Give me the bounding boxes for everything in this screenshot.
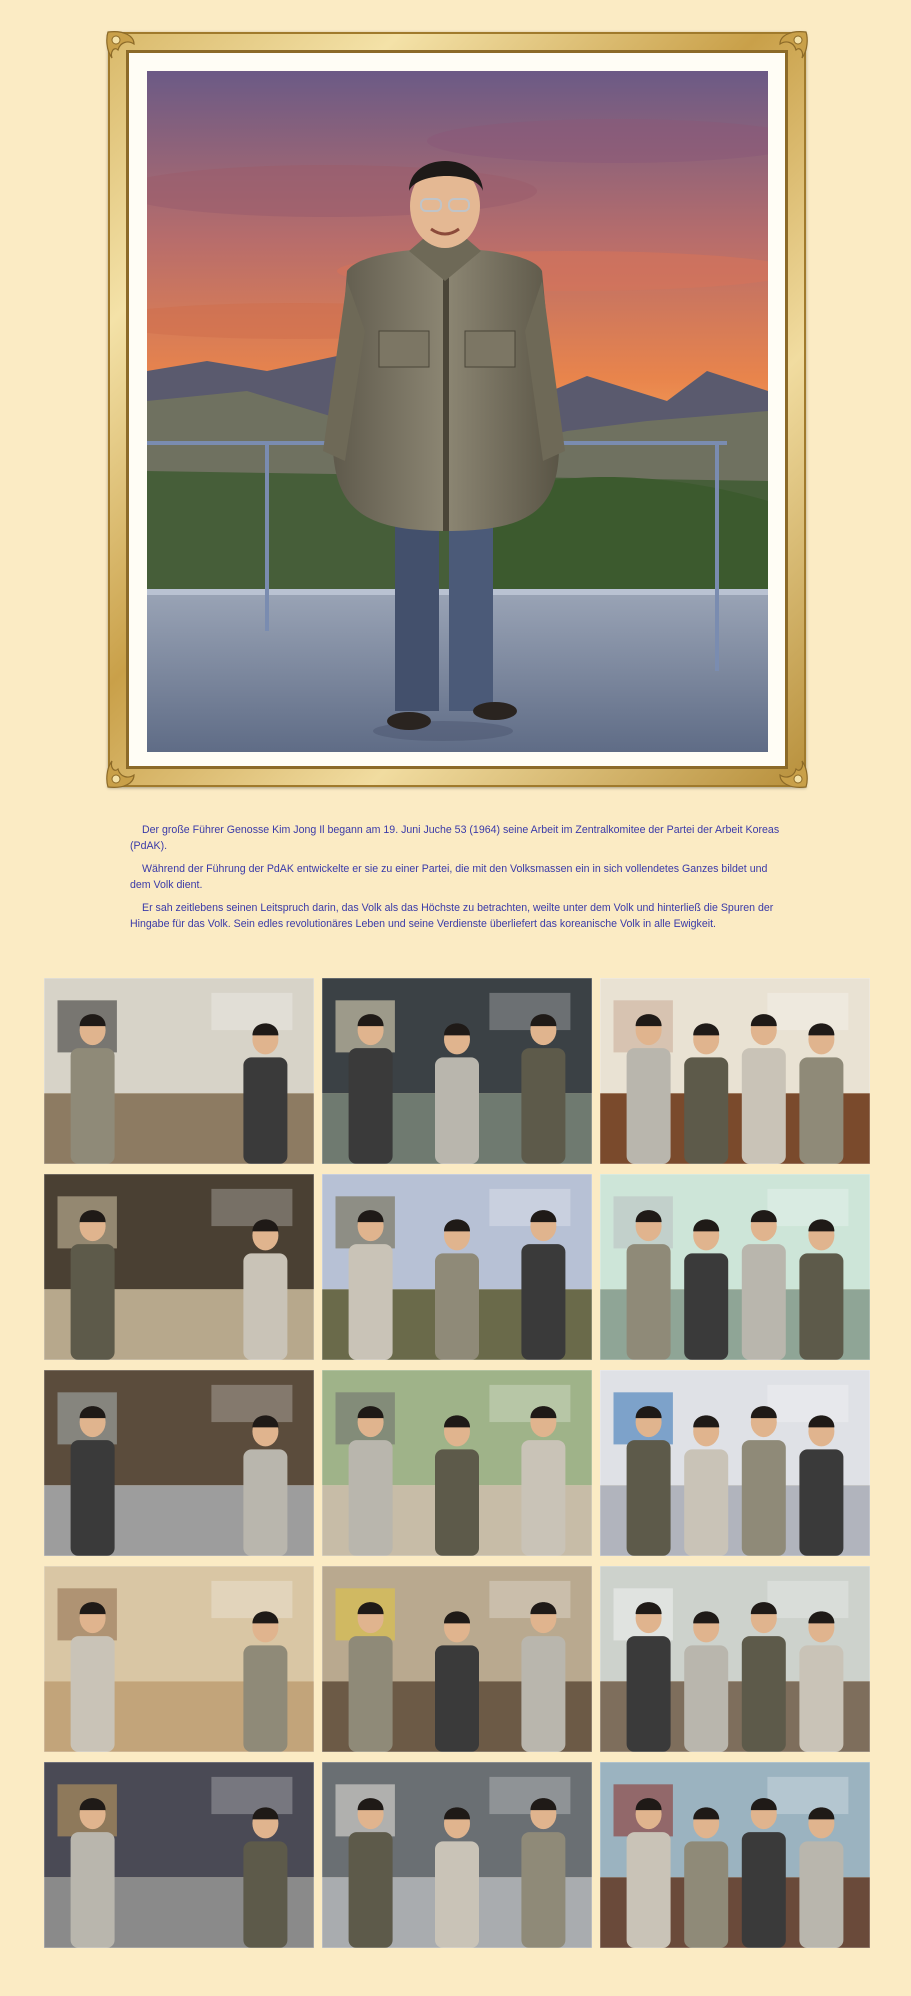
gallery-photo-military-visit[interactable] bbox=[600, 1370, 870, 1556]
photo-gallery bbox=[44, 978, 870, 1948]
gallery-photo-veterans-meeting[interactable] bbox=[44, 1762, 314, 1948]
caption-block bbox=[130, 822, 780, 939]
gallery-photo-hat-factory[interactable] bbox=[600, 978, 870, 1164]
gallery-photo-soldiers-close[interactable] bbox=[322, 1174, 592, 1360]
gallery-photo-children-hall[interactable] bbox=[44, 1566, 314, 1752]
caption-paragraph: Der große Führer Genosse Kim Jong Il begann am 19. Juni Juche 53 (1964) seine Arbeit im Zentralkomitee der Partei der Arbeit Koreas (PdAK). bbox=[130, 824, 780, 852]
gallery-photo-computer-room[interactable] bbox=[600, 1174, 870, 1360]
gallery-photo-outdoor-garden[interactable] bbox=[322, 1370, 592, 1556]
gallery-photo-pottery-shelf[interactable] bbox=[322, 1566, 592, 1752]
gallery-photo-desk-office[interactable] bbox=[44, 978, 314, 1164]
gallery-photo-machine-control[interactable] bbox=[322, 1762, 592, 1948]
gallery-photo-lab-equipment[interactable] bbox=[600, 1566, 870, 1752]
gallery-photo-textile-showroom[interactable] bbox=[44, 1174, 314, 1360]
caption-paragraph: Er sah zeitlebens seinen Leitspruch darin, das Volk als das Höchste zu betrachten, weilte unter dem Volk und hinterließ die Spuren der Hingabe für das Volk. Sein edles revolutionäres Leben und seine Verdienste überliefert das koreanische Volk in alle Ewigkeit. bbox=[130, 902, 774, 930]
gallery-photo-vehicle-inspection[interactable] bbox=[322, 978, 592, 1164]
gallery-photo-crowd-winter[interactable] bbox=[44, 1370, 314, 1556]
portrait-image bbox=[147, 71, 768, 752]
gallery-photo-bus-crowd[interactable] bbox=[600, 1762, 870, 1948]
caption-paragraph: Während der Führung der PdAK entwickelte er sie zu einer Partei, die mit den Volksmassen ein in sich vollendetes Ganzes bildet und dem Volk dient. bbox=[130, 863, 768, 891]
portrait-frame bbox=[108, 32, 806, 787]
